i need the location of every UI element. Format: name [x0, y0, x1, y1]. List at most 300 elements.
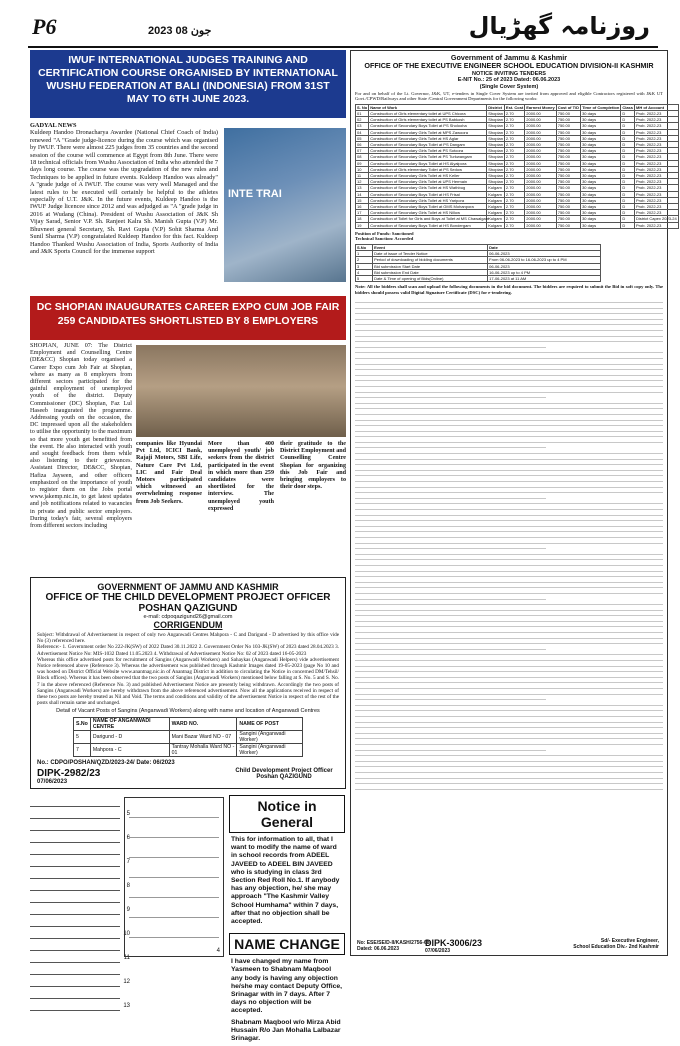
tender-td: 2000.00: [525, 204, 556, 210]
tender-td: 03: [356, 123, 369, 129]
tender-td: Kulgam: [487, 222, 505, 228]
tender-td: Prob. 2022-23: [635, 191, 679, 197]
tender-terms-text: [355, 297, 663, 789]
tender-td: D: [621, 110, 635, 116]
tender-td: Construction of Toilet for Girls and Boys at Toilet at MS Chawalgam: [370, 216, 490, 222]
tender-td: Prob. 2022-23: [635, 222, 679, 228]
tender-td: 2000.00: [525, 191, 556, 197]
schedule-td: Bid submission End Date: [373, 269, 488, 275]
tender-td: 2.70: [504, 204, 524, 210]
tender-td: Kulgam: [487, 210, 505, 216]
tender-td: 09: [356, 160, 369, 166]
tender-td: Construction of Secondary Boys Toilet at HS Bondergam: [369, 222, 487, 228]
tender-td: 2.70: [504, 216, 524, 222]
tender-td: Prob. 2022-23: [635, 129, 679, 135]
tender-td: Shopian: [488, 135, 503, 141]
tender-td: D: [621, 160, 635, 166]
tender-td: 30 days: [581, 135, 621, 141]
tender-td: Construction of Secondary Girls Toilet at PS Sotoora: [369, 148, 487, 154]
schedule-td: 4: [356, 269, 373, 275]
urdu-line: [30, 921, 120, 927]
tender-td: 2.70: [504, 142, 524, 148]
tender-td: 30 days: [581, 129, 621, 135]
tender-td: 2000.00: [525, 110, 556, 116]
tender-td: D: [621, 166, 635, 172]
tender-td: 750.00: [556, 148, 580, 154]
tender-td: 750.00: [556, 210, 580, 216]
tender-signoff: [573, 938, 659, 950]
ad-govt: GOVERNMENT OF JAMMU AND KASHMIR: [97, 582, 279, 592]
tender-td: Construction of Secondary Boys Toilet at HS Alyalpora: [369, 160, 487, 166]
tender-td: 30 days: [581, 166, 621, 172]
story2-body-mid2: More than 400 unemployed youth/ job seekers from the district participated in the event in which more than 259 candidates were shortlisted for the interview. The unemployed youth expressed: [208, 441, 274, 512]
tender-td: 2.70: [504, 160, 524, 166]
urdu-line: [30, 849, 120, 855]
tender-td: 01: [356, 110, 369, 116]
tender-td: 30 days: [581, 185, 621, 191]
ad-td: Sangini (Anganwadi Worker): [237, 731, 303, 744]
tender-td: 12: [356, 179, 369, 185]
urdu-line: [30, 993, 120, 999]
tender-td: 750.00: [556, 135, 580, 141]
ad-body1: Subject: Withdrawal of Advertisement in respect of only two Anganwadi Centres Mahpora - C and Darigund - D advertised by this office vide No (3) referenced here.: [37, 632, 339, 645]
schedule-td: 16-06-2023 up to 4 PM: [488, 269, 601, 275]
story2-body-mid: companies like Hyundai Pvt Ltd, ICICI Bank, Rajaji Motors, SBI Life, Nature Care Pvt Ltd, LIC and Fair Deal Motors participated which witnessed an overwhelming response from Job Seekers.: [136, 441, 202, 505]
tender-td: 11: [356, 173, 369, 179]
tender-td: Kulgam: [487, 197, 505, 203]
story1-text: Kuldeep Handoo Dronacharya Awardee (National Chief Coach of India) renewed "A "Grade judge-licence during the course which was organised by IWUF. There were almost 225 judges from 35 countries and the second session of the course will commence at Egypt from 8th June. There were 18 technical officials from Wushu Association of India who attended the 7 days long course. The course was the upgradation of the new rules and Techniques to be applied in future events. Kuldeep Handoo was already" A "grade judge of A IWUF. The course was very well Managed and the latest rules to be executed will certainly be helpful to the athletes especially of U.T. J&K. In the future events, Kuldeep Handoo is the IWUF Judge licencee since 2012 and was adjudged as "A "grade judge in 2016 at Wudang (China). President of Wushu Association of J&K Sh Vijay Sarad, Senior V.P. Sh. Ranjeet Kalra Sh. Manish Gupta (V.P) Mr. Bhuvneet general Secretary, Sh. Ravi Gupta (V.P) Sohit Sharma And Sunil Sharma (V.P) congratulated Kuldeep Handoo for this fact. Kuldeep Handoo Thanked Wushu Association of India, Sports Authority of India and J&K Sports Council for the immense support: [30, 129, 218, 255]
tender-td: 2000.00: [525, 129, 556, 135]
tender-td: 2000.00: [525, 197, 556, 203]
tender-td: 18: [356, 216, 369, 222]
tender-td: 17: [356, 210, 369, 216]
urdu-line: [30, 907, 130, 915]
urdu-entry-number: 8: [126, 883, 130, 889]
tender-notice-ad: [350, 50, 677, 956]
tender-td: 05: [356, 135, 369, 141]
tender-td: 2000.00: [525, 123, 556, 129]
tender-td: D: [621, 191, 635, 197]
tender-td: Construction of Secondary Girls Toilet at HS Yaripora: [369, 197, 487, 203]
notice-line: [129, 930, 219, 938]
urdu-line: [30, 811, 130, 819]
urdu-entry: [30, 801, 130, 819]
tender-td: Construction of Secondary Girls Toilet at HS Keller: [369, 173, 487, 179]
page-number: P6: [32, 14, 57, 39]
photo-banner-text: INTE TRAI: [228, 188, 282, 200]
tender-td: 2000.00: [525, 148, 556, 154]
schedule-td: Bid submission Start Date: [373, 263, 488, 269]
tender-td: Prob. 2022-23: [635, 110, 679, 116]
tender-td: 30 days: [581, 197, 621, 203]
tender-td: 750.00: [556, 197, 580, 203]
tender-td: 30 days: [581, 210, 621, 216]
tender-signoff-office: School Education Div.- 2nd Kashmir: [573, 944, 659, 950]
tender-td: 04: [356, 129, 369, 135]
notice-general-title: Notice in General: [229, 795, 345, 833]
tender-td: 750.00: [556, 179, 580, 185]
tender-td: 2000.00: [525, 179, 556, 185]
tender-td: 30 days: [581, 191, 621, 197]
urdu-line: [30, 873, 120, 879]
tender-td: D: [621, 204, 635, 210]
urdu-entry-number: 6: [126, 835, 130, 841]
tender-funds: Position of Funds: Sanctioned: [355, 230, 414, 236]
tender-td: D: [621, 179, 635, 185]
tender-td: 14: [356, 191, 369, 197]
tender-td: D: [621, 173, 635, 179]
tender-td: District Capex 2023-24: [636, 216, 677, 222]
tender-signoff-name: Sd/- Executive Engineer,: [600, 938, 659, 944]
urdu-entry: [30, 825, 130, 843]
tender-td: Construction of Girls elementary Toilet at PS Sedow: [369, 166, 487, 172]
tender-td: 2.70: [504, 148, 524, 154]
tender-td: D: [621, 129, 635, 135]
tender-td: Construction of Secondary Girls Toilet at PS Turkwangam: [369, 154, 487, 160]
schedule-td: From 06-06-2023 to 16-06-2023 up to 4 PM: [488, 257, 601, 263]
tender-td: 750.00: [556, 117, 580, 123]
tender-td: Prob. 2022-23: [635, 173, 679, 179]
tender-td: Construction of Secondary Girls Toilet at HS Aglar: [369, 135, 487, 141]
schedule-th: Date: [488, 245, 601, 251]
urdu-line: [30, 979, 130, 987]
tender-intro: For and on behalf of the Lt. Governor, J&K, UT, e-tenders in Single Cover System are invited from approved and eligible Contractors registered with J&K UT Govt./CPWD/Railways and other State /Central Government Departments for the following works:: [355, 90, 663, 102]
tender-ref-no: No: ESE/SE/D-II/KASH/2756-68: [357, 940, 430, 946]
tender-th: Name of Work: [369, 104, 487, 110]
tender-td: Shopian: [488, 129, 503, 135]
tender-td: 30 days: [581, 123, 621, 129]
story2-headline: DC SHOPIAN INAUGURATES CAREER EXPO CUM JOB FAIR 259 CANDIDATES SHORTLISTED BY 8 EMPLOYERS: [30, 296, 346, 340]
schedule-td: Period of downloading of bidding documents: [373, 257, 488, 263]
notice-general-body: This for information to all, that I want to modify the name of ward in school records from ADEEL JAVEED to ADEEL BIN JAVEED who is studying in class 3rd Section Red Roll No.1. If anybody has any objection, he/ she may approach "The Kashmir Valley School Humhama" within 7 days, after that no objection shall be accepted.: [231, 836, 340, 926]
tender-td: 750.00: [556, 166, 580, 172]
urdu-line: [30, 931, 130, 939]
table-row: [356, 222, 679, 228]
tender-td: 30 days: [581, 216, 621, 222]
tender-td: Prob. 2022-23: [635, 117, 679, 123]
tender-td: Prob. 2022-23: [635, 123, 679, 129]
tender-td: Construction of Secondary Girls Toilet at HS Nillow: [369, 210, 487, 216]
urdu-line: [30, 969, 120, 975]
tender-td: Shopian: [488, 160, 503, 166]
tender-td: Construction of Secondary Girls Toilet at UPS Hermain: [369, 179, 487, 185]
tender-th: S. No: [357, 104, 368, 110]
urdu-entry: [30, 993, 130, 1011]
tender-td: Construction of Secondary Boys Toilet at HS Frisal: [369, 191, 487, 197]
tender-nit: NOTICE INVITING TENDERS: [472, 70, 546, 77]
tender-td: Construction of Secondary Boys Toilet at PS Dangam: [369, 142, 487, 148]
urdu-entry-number: 12: [123, 979, 130, 985]
tender-td: 2000.00: [525, 160, 556, 166]
tender-govt: Government of Jammu & Kashmir: [450, 53, 568, 62]
tender-td: 2000.00: [525, 117, 556, 123]
story1-body: [30, 122, 218, 255]
table-row: [74, 744, 303, 757]
ad-th: NAME OF ANGANWADI CENTRE: [90, 718, 169, 731]
tender-td: Construction of Secondary Girls Toilet at HS Wathbug: [369, 185, 487, 191]
tender-office: OFFICE OF THE EXECUTIVE ENGINEER SCHOOL EDUCATION DIVISION-II KASHMIR: [364, 61, 654, 71]
story1-dateline: GADYAL NEWS: [30, 122, 77, 129]
tender-td: 30 days: [581, 148, 621, 154]
ad-td: 5: [74, 731, 91, 744]
tender-td: D: [621, 142, 635, 148]
tender-td: 30 days: [581, 160, 621, 166]
urdu-line: [30, 825, 120, 831]
urdu-entry: [30, 945, 130, 963]
notice-general-block: [229, 795, 345, 1046]
tender-td: Prob. 2022-23: [635, 160, 679, 166]
ad-title: CORRIGENDUM: [153, 620, 223, 630]
tender-td: 15: [356, 197, 369, 203]
schedule-th: S.No: [356, 245, 373, 251]
tender-td: 750.00: [556, 222, 580, 228]
schedule-td: Date of issue of Tender Notice: [373, 251, 488, 257]
tender-td: 2000.00: [525, 222, 556, 228]
tender-td: 16: [356, 204, 369, 210]
tender-td: Prob. 2022-23: [635, 154, 679, 160]
tender-td: 2000.00: [525, 142, 556, 148]
tender-td: 750.00: [556, 216, 580, 222]
name-change-signoff: Shabnam Maqbool w/o Mirza Abid Hussain R/o Jan Mohalla Lalbazar Srinagar.: [231, 1018, 341, 1043]
masthead: [28, 10, 658, 48]
tender-td: 2.70: [504, 210, 524, 216]
ad-signoff: Child Development Project Officer Poshan QAZIGUND: [235, 768, 333, 781]
tender-td: 2000.00: [525, 135, 556, 141]
tender-td: Kulgam: [487, 216, 505, 222]
tender-td: D: [621, 154, 635, 160]
notice-line: [126, 810, 219, 818]
ad-td: Mani Bazar Ward NO - 07: [169, 731, 237, 744]
urdu-line: [30, 801, 120, 807]
tender-td: 30 days: [581, 154, 621, 160]
ad-td: 7: [74, 744, 91, 757]
notice-line: [129, 850, 219, 858]
tender-td: Prob. 2022-23: [635, 142, 679, 148]
urdu-line: [30, 1003, 130, 1011]
urdu-entry-number: 7: [126, 859, 130, 865]
ad-td: Tantray Mohalla Ward NO - 01: [169, 744, 237, 757]
urdu-entry-number: 13: [123, 1003, 130, 1009]
ad-vacancy-table: [73, 717, 303, 757]
tender-td: 02: [356, 117, 369, 123]
schedule-td: 06-06-2023: [488, 263, 601, 269]
tender-td: 750.00: [556, 160, 580, 166]
tender-td: Shopian: [488, 173, 503, 179]
ad-td: Mahpora - C: [90, 744, 169, 757]
tender-th: Earnest Money: [526, 104, 555, 110]
tender-td: 2.70: [504, 110, 524, 116]
tender-td: Construction of Secondary Boys Toilet at PS Sholooha: [369, 123, 487, 129]
urdu-line: [30, 897, 120, 903]
name-change-title: NAME CHANGE: [229, 933, 345, 955]
ad-office: OFFICE OF THE CHILD DEVELOPMENT PROJECT OFFICER POSHAN QAZIGUND: [45, 592, 331, 614]
ad-th: S.No: [74, 718, 91, 731]
tender-td: 30 days: [581, 222, 621, 228]
urdu-entry-number: 10: [123, 931, 130, 937]
tender-system: (Single Cover System): [479, 84, 539, 90]
tender-td: Construction of Secondary Boys Toilet at GMS Mohanpora: [369, 204, 487, 210]
urdu-line: [30, 835, 130, 843]
tender-td: Prob. 2022-23: [635, 166, 679, 172]
tender-td: Shopian: [488, 154, 503, 160]
ad-ref-no: No.: CDPO/POSHAN/QZD/2023-24/ Date: 06/2023: [37, 760, 175, 767]
urdu-entry: [30, 897, 130, 915]
tender-td: Shopian: [488, 142, 503, 147]
tender-td: Kulgam: [487, 185, 505, 191]
tender-td: 2.70: [504, 173, 524, 179]
tender-td: 30 days: [581, 110, 621, 116]
issue-date: 2023 جون 08: [148, 25, 212, 37]
table-row: [356, 276, 601, 282]
story2-photo: [136, 345, 346, 437]
tender-td: Construction of Girls elementary toilet at PS Babkosh: [369, 117, 487, 123]
schedule-td: 1: [356, 251, 373, 257]
tender-td: Kulgam: [487, 191, 505, 197]
tender-td: Prob. 2022-23: [635, 210, 679, 216]
tender-td: 2.70: [504, 185, 524, 191]
tender-td: 2000.00: [525, 216, 556, 222]
tender-td: D: [621, 210, 635, 216]
tender-td: D: [621, 222, 635, 228]
tender-footer: [355, 924, 663, 952]
tender-td: 30 days: [581, 179, 621, 185]
tender-th: District: [487, 104, 505, 110]
tender-schedule-table: [355, 244, 601, 282]
tender-td: Shopian: [488, 117, 503, 123]
tender-td: Construction of Girls elementary toilet at UPS Chicora: [369, 110, 487, 116]
urdu-line: [30, 955, 130, 963]
urdu-entry-number: 5: [126, 811, 130, 817]
urdu-entry: [30, 921, 130, 939]
urdu-entry: [30, 873, 130, 891]
tender-td: 750.00: [556, 204, 580, 210]
urdu-entry-number: 11: [123, 955, 130, 961]
urdu-classified-column: [30, 795, 130, 1009]
schedule-td: Date & Time of opening of Bids(Online): [373, 276, 488, 282]
ad-email: e-mail: cdpoqazigund26@gmail.com: [143, 614, 233, 620]
tender-td: 750.00: [556, 110, 580, 116]
notice-line: [129, 890, 219, 898]
tender-td: 750.00: [556, 191, 580, 197]
schedule-th: Event: [373, 245, 488, 251]
urdu-entry: [30, 969, 130, 987]
story2-body-right: their gratitude to the District Employment and Counselling Centre Shopian for organizing this Job Fair and bringing employers to their door steps.: [280, 441, 347, 491]
tender-td: D: [621, 135, 635, 141]
urdu-line: [30, 859, 130, 867]
urdu-entry: [30, 849, 130, 867]
newspaper-name: روزنامہ گھڑیال: [468, 12, 650, 40]
tender-td: Construction of Secondary Girls Toilet at MPS Zawoora: [369, 129, 487, 135]
tender-td: 750.00: [556, 129, 580, 135]
tender-td: 750.00: [556, 142, 580, 148]
tender-td: 2.70: [504, 197, 524, 203]
ad-body2: Whereas this office advertised posts for recruitment of Sangins (Anganwadi Workers) and Sahaykas (Anganwadi Helpers) vide advertisement Notice referenced above (Reference 3). Whereas the advertisement was published through Kashmir Images dated 19-05-2023 (page No 10 and was hosted on District Official Website www.anantnag.nic.in of Anantnag District in addition to circulating the Notice in concerned DM/Tehsil/ Block offices). Whereas it has been observed that the two posts of Sangins (Anganwadi Workers) mentioned below falling at S. No. 5 and S. No. 7 in the above referenced (Reference No. 3) and published Advertisement Notice are presently being withdrawn. Accordingly the two posts of Sangins (Anganwadi Workers) are hereby withdrawn from the above referenced advertisement. Now all the applications received in respect of these two posts are hereby treated as Nil and Void. The terms and conditions and validity of the advertisement Notice in respect of the rest of the posts shall remain same and unchanged.: [37, 656, 339, 707]
story1-photo: [224, 128, 346, 282]
ad-table-caption: Detail of Vacant Posts of Sangins (Anganwadi Workers) along with name and location of Anganwadi Centres: [56, 708, 320, 715]
tender-td: 19: [356, 222, 369, 228]
tender-dated: Dated: 06.06.2023: [357, 946, 399, 952]
tender-td: D: [621, 197, 635, 203]
tender-td: 08: [356, 154, 369, 160]
notice-line: [129, 830, 219, 838]
ad-refs: Reference:- 1. Government order No 222-JK(SW) of 2022 Dated 30.11.2022 2. Government Order No 103-JK(SW) of 2023 dated 28.04.2023 3. Advertisement Notice No: MIS-1032 Dated 11.05.2023 4. Withdrawal of Advertisement Notice No: 02 of 2023 dated 16-05-2023: [37, 644, 339, 657]
tender-td: 30 days: [581, 117, 621, 123]
tender-td: 750.00: [556, 154, 580, 160]
name-change-body: I have changed my name from Yasmeen to Shabnam Maqbool any body is having any objection he/she may contact Deputy Office, Srinagar with in 7 days. After 7 days no objection will be accepted.: [231, 958, 343, 1015]
tender-td: Shopian: [488, 166, 503, 172]
urdu-line: [30, 945, 120, 951]
tender-td: 30 days: [581, 142, 621, 148]
table-row: [74, 731, 303, 744]
tender-td: 2000.00: [525, 210, 556, 216]
tender-td: Shopian: [488, 179, 503, 185]
schedule-td: 17-06-2023 at 11 AM: [488, 276, 601, 282]
tender-td: 2.70: [504, 191, 524, 197]
ad-th: NAME OF POST: [237, 718, 303, 731]
tender-nit-no: E-NIT No.: 25 of 2023 Dated: 06.06.2023: [457, 77, 561, 84]
tender-td: 2.70: [504, 117, 524, 123]
tender-td: D: [621, 185, 635, 191]
ad-table-header: [74, 718, 303, 731]
notice-box-number: 4: [216, 948, 220, 954]
notice-line: [129, 870, 219, 878]
tender-td: 10: [356, 166, 369, 172]
schedule-td: 06-06-2023: [488, 251, 601, 257]
tender-td: Kulgam: [487, 204, 505, 210]
tender-td: D: [621, 216, 635, 222]
tender-td: Shopian: [488, 123, 503, 129]
tender-note: Note: All the bidders shall scan and upload the following documents in the bid document. The bidders are required to submit the Bid in soft copy only. The bidders should possess valid Digital Signature Certificate (DSC) for e-tendering.: [355, 284, 663, 295]
tender-th: Time of Completion: [582, 104, 620, 110]
tender-td: 2.70: [504, 166, 524, 172]
tender-td: 2000.00: [525, 185, 556, 191]
urdu-line: [30, 883, 130, 891]
schedule-td: 3: [356, 263, 373, 269]
tender-works-table: [355, 104, 679, 229]
tender-td: 2.70: [504, 129, 524, 135]
tender-th: Cost of T/D: [557, 104, 580, 110]
tender-td: 2.70: [504, 179, 524, 185]
urdu-entry-number: 9: [126, 907, 130, 913]
tender-td: 750.00: [556, 123, 580, 129]
tender-td: Prob. 2022-23: [635, 204, 679, 210]
tender-td: 2000.00: [525, 173, 556, 179]
story2-body-left: SHOPIAN, JUNE 07: The District Employment and Counselling Centre (DE&CC) Shopian today organised a Career Expo cum Job Fair at Shopian, where as many as 8 employers from different sectors participated for the gainful employment of unemployed youth of the district. Deputy Commissioner (DC) Shopian, Faz Lul Haseeb inaugurated the programme. Addressing youth on the occasion, the DC impressed upon all the stakeholders to utilise the opportunity to the maximum so that more youth get benefitted from the event. He also interacted with youth and sought feedback from them while also listening to their grievances. Assistant Director, DE&CC, Shopian, Hafiza Jayseen, and other officers emphasized on the importance of youth to register them on the Jobs portal www.jakemp.nic.in, to get latest updates and job notifications related to vacancies in private and public sector employers. During today's fair, several employers from different sectors including: [30, 343, 132, 530]
notice-line: [129, 910, 219, 918]
tender-td: Prob. 2022-23: [635, 179, 679, 185]
tender-th: Est. Cost: [505, 104, 524, 110]
schedule-td: 2: [356, 257, 373, 263]
ad-date: 07/06/2023: [37, 779, 68, 786]
tender-td: 2.70: [504, 135, 524, 141]
tender-tech-sanction: Technical Sanction: Accorded: [355, 236, 414, 242]
tender-td: 750.00: [556, 185, 580, 191]
tender-td: 2.70: [504, 123, 524, 129]
ad-th: WARD NO.: [169, 718, 237, 731]
ad-td: Sangini (Anganwadi Worker): [237, 744, 303, 757]
tender-td: Prob. 2022-23: [635, 148, 679, 154]
tender-td: 750.00: [556, 173, 580, 179]
tender-th: MH of Account: [635, 104, 679, 110]
tender-td: Prob. 2022-23: [635, 135, 679, 141]
story1-body-wrap: [30, 122, 346, 296]
tender-td: 30 days: [581, 204, 621, 210]
tender-td: Shopian: [488, 148, 503, 154]
corrigendum-ad: [30, 577, 346, 789]
ad-footer: [37, 760, 339, 786]
tender-td: 2.70: [504, 154, 524, 160]
urdu-notice-box: [124, 797, 224, 957]
